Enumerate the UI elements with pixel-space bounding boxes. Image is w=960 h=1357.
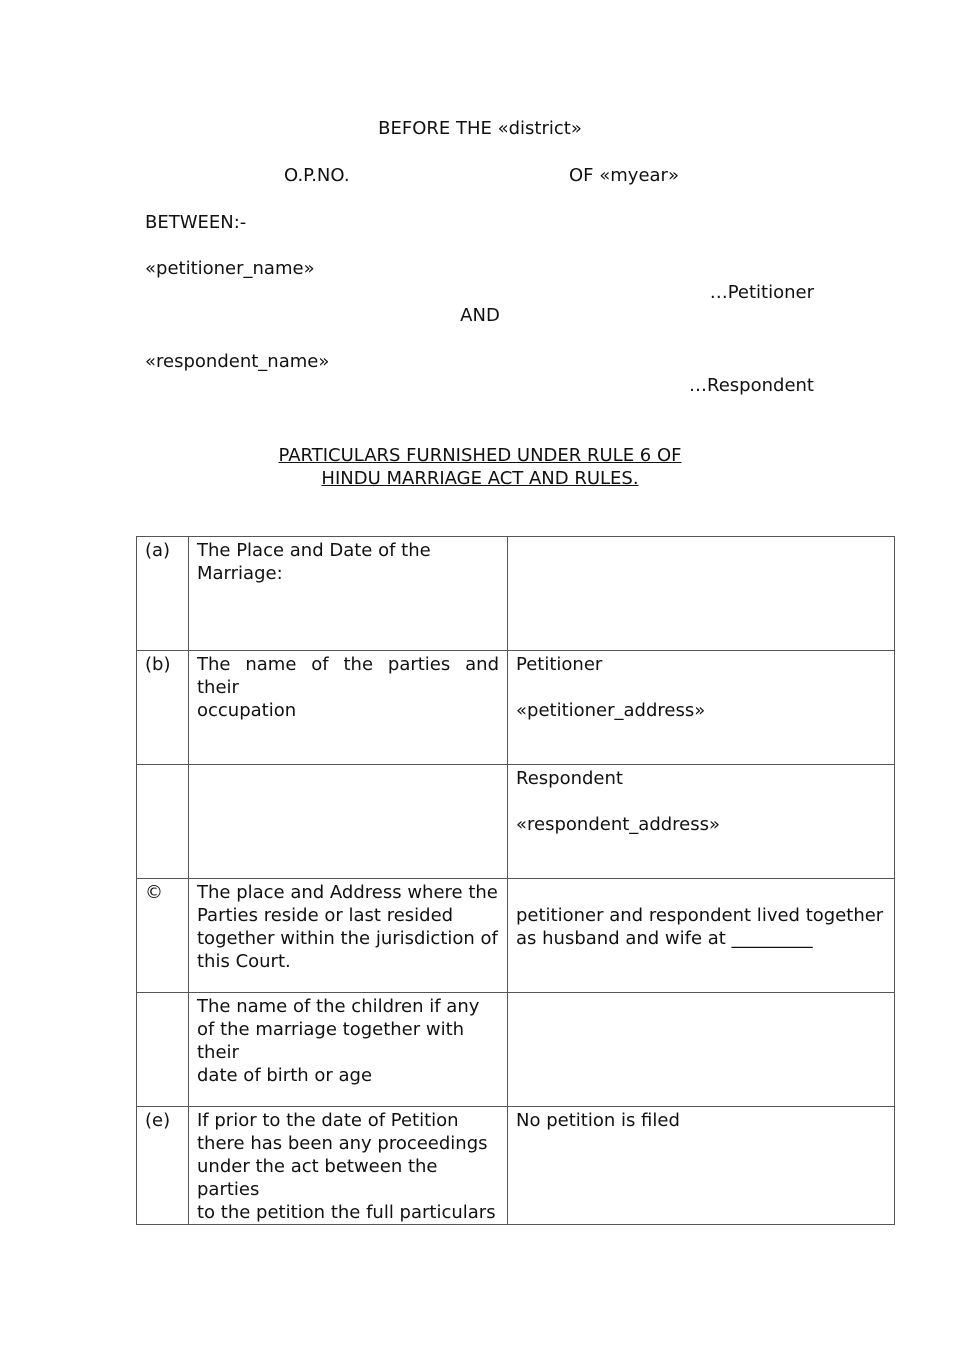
question-line: Marriage: [197,563,283,584]
court-line: BEFORE THE «district» [378,118,582,139]
and-separator: AND [460,305,500,326]
question-line: Parties reside or last resided [197,905,454,926]
row-answer [508,765,895,879]
row-question [189,993,508,1107]
between-label: BETWEEN:- [145,212,247,233]
row-answer [508,879,895,993]
op-number-label: O.P.NO. [284,165,350,186]
row-answer [508,993,895,1107]
question-line: together within the jurisdiction of [197,928,498,949]
answer-line: as husband and wife at _________ [516,928,813,949]
answer-line: No petition is filed [516,1110,680,1131]
question-line: of the marriage together with their [197,1019,465,1063]
row-label [137,765,189,879]
heading-line-1: PARTICULARS FURNISHED UNDER RULE 6 OF [278,445,682,466]
question-line: The name of the children if any [197,996,480,1017]
particulars-table [136,536,895,1225]
petitioner-role: …Petitioner [709,282,814,303]
answer-line: Respondent [516,768,623,789]
question-line: occupation [197,700,297,721]
row-label: (b) [137,651,189,765]
petitioner-name: «petitioner_name» [145,258,315,279]
row-label: © [137,879,189,993]
question-line: to the petition the full particulars [197,1202,496,1223]
row-question [189,765,508,879]
row-label: (e) [137,1107,189,1225]
table-row [137,651,895,765]
question-line: The name of the parties and their [197,654,499,698]
row-question [189,1107,508,1225]
question-line: The place and Address where the [197,882,498,903]
case-year: OF «myear» [569,165,679,186]
row-label: (a) [137,537,189,651]
row-question [189,651,508,765]
row-answer [508,1107,895,1225]
answer-line: Petitioner [516,654,603,675]
answer-line: «respondent_address» [516,814,721,835]
table-row [137,993,895,1107]
respondent-name: «respondent_name» [145,351,330,372]
row-question [189,879,508,993]
answer-line: petitioner and respondent lived together [516,905,884,926]
question-line: If prior to the date of Petition [197,1110,459,1131]
question-line: this Court. [197,951,291,972]
row-label [137,993,189,1107]
heading-line-2: HINDU MARRIAGE ACT AND RULES. [321,468,639,489]
question-line: there has been any proceedings [197,1133,488,1154]
question-line: under the act between the parties [197,1156,438,1200]
answer-line: «petitioner_address» [516,700,706,721]
row-answer [508,537,895,651]
row-question [189,537,508,651]
table-row [137,765,895,879]
table-row [137,537,895,651]
respondent-role: …Respondent [689,375,814,396]
row-answer [508,651,895,765]
table-row [137,879,895,993]
question-line: The Place and Date of the [197,540,431,561]
question-line: date of birth or age [197,1065,373,1086]
table-row [137,1107,895,1225]
